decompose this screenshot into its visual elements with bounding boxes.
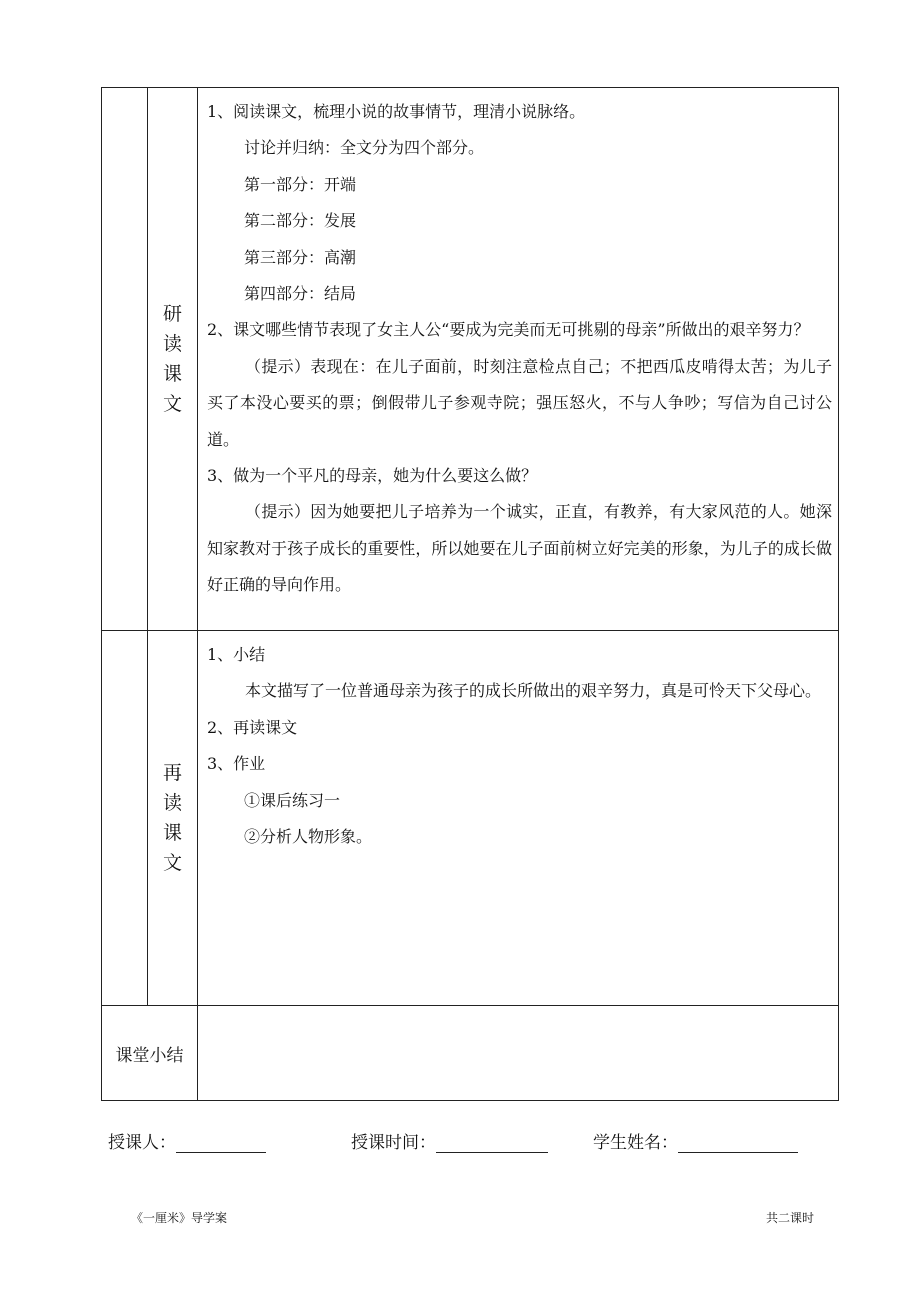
time-label: 授课时间： <box>351 1133 436 1153</box>
content-paragraph: （提示）表现在：在儿子面前，时刻注意检点自己；不把西瓜皮啃得太苦；为儿子买了本没心要买的票；倒假带儿子参观寺院；强压怒火，不与人争吵；写信为自己讨公道。 <box>207 356 832 449</box>
teacher-blank[interactable] <box>176 1132 266 1153</box>
content-paragraph: 2、课文哪些情节表现了女主人公“要成为完美而无可挑剔的母亲”所做出的艰辛努力？ <box>207 320 810 340</box>
student-field <box>593 1128 798 1153</box>
content-paragraph: 1、阅读课文，梳理小说的故事情节，理清小说脉络。 <box>207 102 586 121</box>
section-content-cell <box>198 631 839 1006</box>
section-label-zaidu: 再读课文 <box>162 762 182 874</box>
summary-label-cell <box>102 1006 198 1101</box>
section-content-cell <box>198 88 839 631</box>
section-label-cell <box>148 631 198 1006</box>
section-row-1 <box>102 88 839 631</box>
content-paragraph: 第四部分：结局 <box>244 284 357 304</box>
section-content-zaidu <box>198 631 838 863</box>
section-content-yandu <box>198 88 838 612</box>
section-label-yandu: 研读课文 <box>162 303 182 415</box>
teacher-field <box>108 1128 266 1153</box>
section-row-2 <box>102 631 839 1006</box>
content-paragraph: 第二部分：发展 <box>244 211 357 231</box>
outer-margin-cell <box>102 631 148 1006</box>
content-paragraph: 本文描写了一位普通母亲为孩子的成长所做出的艰辛努力，真是可怜天下父母心。 <box>245 681 822 701</box>
footer-left: 《一厘米》导学案 <box>131 1211 228 1225</box>
section-label-cell <box>148 88 198 631</box>
content-paragraph: 1、小结 <box>207 645 266 664</box>
time-field <box>351 1128 548 1153</box>
student-blank[interactable] <box>678 1132 798 1153</box>
content-paragraph: 第三部分：高潮 <box>244 247 357 267</box>
time-blank[interactable] <box>436 1132 548 1153</box>
summary-label: 课堂小结 <box>115 1045 184 1066</box>
outer-margin-cell <box>102 88 148 631</box>
footer-right: 共二课时 <box>766 1211 815 1225</box>
lesson-table <box>101 87 839 1101</box>
student-label: 学生姓名： <box>593 1133 678 1153</box>
content-paragraph: 讨论并归纳：全文分为四个部分。 <box>244 138 485 158</box>
content-paragraph: 2、再读课文 <box>207 717 298 737</box>
content-paragraph: 3、做为一个平凡的母亲，她为什么要这么做？ <box>207 466 538 486</box>
content-paragraph: 第一部分：开端 <box>244 174 357 194</box>
teacher-label: 授课人： <box>108 1133 176 1153</box>
content-paragraph: 3、作业 <box>207 754 266 774</box>
content-paragraph: ①课后练习一 <box>244 790 341 810</box>
summary-row <box>102 1006 839 1101</box>
summary-content-cell <box>198 1006 839 1101</box>
content-paragraph: ②分析人物形象。 <box>244 827 373 847</box>
content-paragraph: （提示）因为她要把儿子培养为一个诚实，正直，有教养，有大家风范的人。她深知家教对于孩子成长的重要性，所以她要在儿子面前树立好完美的形象，为儿子的成长做好正确的导向作用。 <box>207 502 832 595</box>
